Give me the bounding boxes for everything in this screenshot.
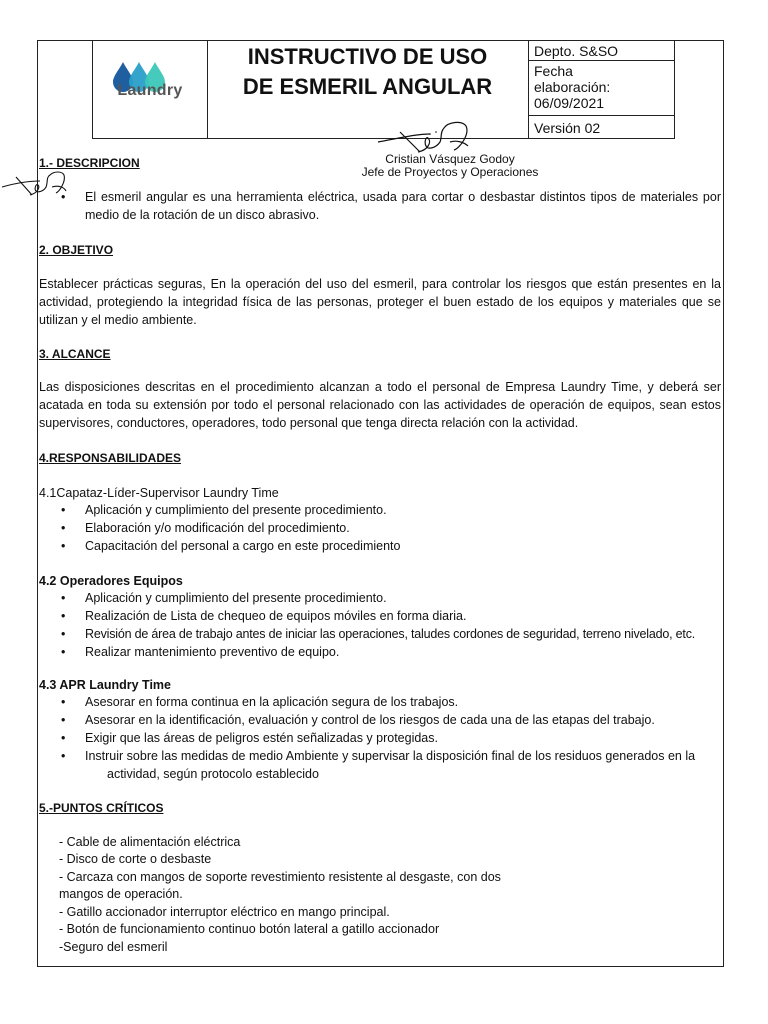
bullet-icon: • (61, 539, 66, 553)
section-4-1-title: 4.1Capataz-Líder-Supervisor Laundry Time (39, 486, 279, 500)
section-2-title: 2. OBJETIVO (39, 243, 114, 257)
bullet-icon: • (61, 645, 66, 659)
list-item-text: Aplicación y cumplimiento del presente procedimiento. (85, 591, 387, 605)
bullet-icon: • (61, 713, 66, 727)
list-item (59, 729, 721, 747)
list-item-text: Realizar mantenimiento preventivo de equipo. (85, 645, 340, 659)
section-2-text: Establecer prácticas seguras, En la operación del uso del esmeril, para controlar los riesgos que están presentes en la actividad, protegiendo la integridad física de las personas, proteger el buen estado de los equipos y materiales que se utilizan y el medio ambiente. (39, 277, 721, 327)
list-item-text: Exigir que las áreas de peligros estén señalizadas y protegidas. (85, 731, 438, 745)
bullet-icon: • (61, 609, 66, 623)
list-item-text: Instruir sobre las medidas de medio Ambiente y supervisar la disposición final de los residuos generados en la (85, 749, 696, 763)
list-item-text: Asesorar en forma continua en la aplicación segura de los trabajos. (85, 695, 459, 709)
list-item (59, 188, 721, 224)
bullet-icon: • (61, 521, 66, 535)
section-4-1-list (59, 501, 721, 555)
fecha-label-2: elaboración: (534, 79, 611, 95)
list-item (59, 625, 721, 643)
critical-point: - Carcaza con mangos de soporte revestimiento resistente al desgaste, con dos (59, 870, 501, 884)
list-item (59, 747, 721, 765)
critical-point: -Seguro del esmeril (59, 940, 168, 954)
section-3-text: Las disposiciones descritas en el procedimiento alcanzan a todo el personal de Empresa Laundry Time, y deberá ser acatada en toda su extensión por todo el personal relacionado con las actividades de operación de equipos, sean estos supervisores, conductores, operadores, todo personal que tenga directa relación con la actividad. (39, 380, 721, 430)
bullet-icon: • (61, 591, 66, 605)
title-line-1: INSTRUCTIVO DE USO (247, 44, 488, 69)
title-line-2: DE ESMERIL ANGULAR (242, 74, 493, 99)
fecha-block (529, 61, 675, 116)
list-item-text: Aplicación y cumplimiento del presente procedimiento. (85, 503, 387, 517)
list-item-text: Elaboración y/o modificación del procedimiento. (85, 521, 350, 535)
list-item (59, 643, 721, 661)
bullet-icon: • (61, 190, 66, 204)
list-item-text: Capacitación del personal a cargo en este procedimiento (85, 539, 401, 553)
critical-point: - Disco de corte o desbaste (59, 852, 212, 866)
list-item (59, 607, 721, 625)
logo-text: Laundry (117, 82, 183, 99)
critical-point: - Gatillo accionador interruptor eléctrico en mango principal. (59, 905, 390, 919)
list-item (59, 693, 721, 711)
critical-point: mangos de operación. (59, 887, 183, 901)
signer-role: Jefe de Proyectos y Operaciones (361, 165, 539, 179)
critical-point: - Botón de funcionamiento continuo botón lateral a gatillo accionador (59, 922, 440, 936)
list-item (59, 519, 721, 537)
section-4-2-title: 4.2 Operadores Equipos (39, 574, 183, 588)
section-4-2-list (59, 589, 721, 661)
version-label: Versión 02 (534, 120, 601, 136)
list-item-text: Realización de Lista de chequeo de equipos móviles en forma diaria. (85, 609, 467, 623)
signature-caption (300, 153, 600, 179)
logo-cell (93, 40, 208, 138)
fecha-value: 06/09/2021 (534, 95, 605, 111)
section-4-3-title: 4.3 APR Laundry Time (39, 678, 171, 692)
meta-cell (529, 40, 676, 138)
section-4-3-list (59, 693, 721, 765)
section-5-title: 5.-PUNTOS CRÍTICOS (39, 801, 164, 815)
bullet-icon: • (61, 749, 66, 763)
bullet-icon: • (61, 627, 66, 641)
list-item (59, 537, 721, 555)
list-item-text: Asesorar en la identificación, evaluación y control de los riesgos de cada una de las etapas del trabajo. (85, 713, 655, 727)
list-item (59, 711, 721, 729)
list-item-text: Revisión de área de trabajo antes de iniciar las operaciones, taludes cordones de seguridad, terreno nivelado, etc. (85, 627, 696, 641)
section-1-list (59, 188, 721, 224)
bullet-icon: • (61, 503, 66, 517)
list-item-text: El esmeril angular es una herramienta eléctrica, usada para cortar o desbastar distintos tipos de materiales por medio de la rotación de un disco abrasivo. (85, 190, 721, 222)
list-item (59, 501, 721, 519)
signer-name: Cristian Vásquez Godoy (385, 152, 515, 166)
bullet-icon: • (61, 731, 66, 745)
fecha-label-1: Fecha (534, 63, 573, 79)
section-4-title: 4.RESPONSABILIDADES (39, 451, 182, 465)
section-3-title: 3. ALCANCE (39, 347, 111, 361)
dept-label: Depto. S&SO (529, 40, 675, 61)
section-1-title: 1.- DESCRIPCION (39, 156, 140, 170)
list-item-continuation: actividad, según protocolo establecido (107, 767, 319, 781)
critical-point: - Cable de alimentación eléctrica (59, 835, 241, 849)
bullet-icon: • (61, 695, 66, 709)
list-item (59, 589, 721, 607)
